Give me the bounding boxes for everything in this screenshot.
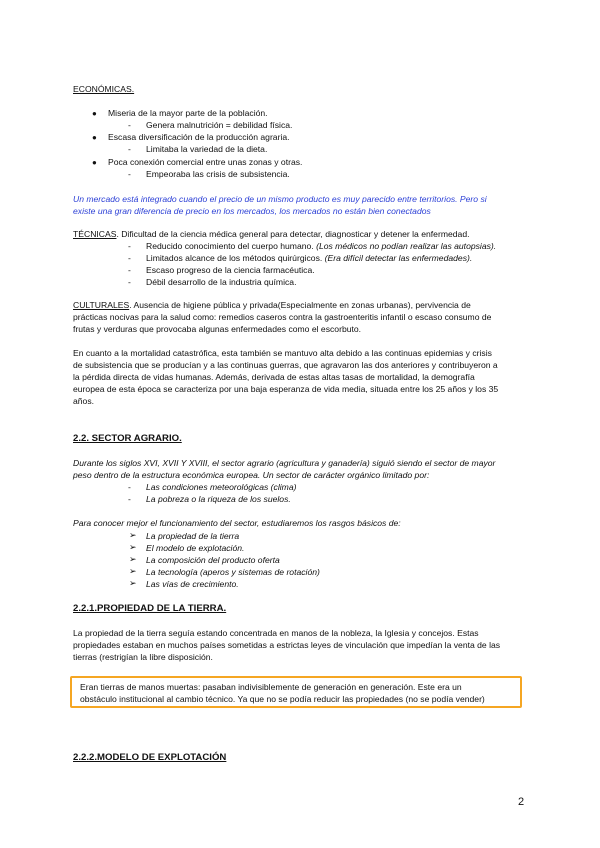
economicas-item-1: Miseria de la mayor parte de la población.	[108, 108, 268, 118]
sector-intro-1: Durante los siglos XVI, XVII Y XVIII, el sector agrario (agricultura y ganadería) siguió siendo el sector de mayor	[73, 458, 496, 468]
arrow-bullet-icon: ➢	[129, 542, 137, 552]
modelo-heading: 2.2.2.MODELO DE EXPLOTACIÓN	[73, 752, 227, 763]
economicas-item-2: Escasa diversificación de la producción agraria.	[108, 132, 290, 142]
propiedad-line-3: tierras (restrigían la libre disposición.	[73, 652, 213, 662]
mortalidad-line-4: europea de esta época se caracteriza por una baja esperanza de vida media, situada entre los 25 años y los 35	[73, 384, 499, 394]
bullet-icon: ●	[92, 109, 97, 118]
sector-para: Para conocer mejor el funcionamiento del sector, estudiaremos los rasgos básicos de:	[73, 518, 401, 528]
dash-icon: -	[128, 241, 131, 251]
arrow-bullet-icon: ➢	[129, 530, 137, 540]
sector-limit-2: La pobreza o la riqueza de los suelos.	[146, 494, 291, 504]
propiedad-line-1: La propiedad de la tierra seguía estando concentrada en manos de la nobleza, la Iglesia y concejos. Estas	[73, 628, 479, 638]
sector-limit-1: Las condiciones meteorológicas (clima)	[146, 482, 297, 492]
sector-heading: 2.2. SECTOR AGRARIO.	[73, 433, 182, 444]
bullet-icon: ●	[92, 158, 97, 167]
culturales-line-3: frutas y verduras que provocaba algunas enfermedades como el escorbuto.	[73, 324, 362, 334]
tecnicas-item-text: Reducido conocimiento del cuerpo humano.	[146, 241, 317, 251]
dash-icon: -	[128, 253, 131, 263]
mortalidad-line-2: de subsistencia que se producían y a las continuas guerras, que agravaron las dos anteriores y contribuyeron a	[73, 360, 498, 370]
rasgo-3: La composición del producto oferta	[146, 555, 280, 565]
culturales-line-2: prácticas nocivas para la salud como: remedios caseros contra la gastroenteritis infantil o escaso consumo de	[73, 312, 492, 322]
economicas-sub-2: Limitaba la variedad de la dieta.	[146, 144, 268, 154]
dash-icon: -	[128, 144, 131, 154]
arrow-bullet-icon: ➢	[129, 578, 137, 588]
tecnicas-paragraph	[73, 229, 469, 241]
callout-line-1: Eran tierras de manos muertas: pasaban indivisiblemente de generación en generación. Este era un	[80, 682, 462, 692]
tecnicas-item-4: Débil desarrollo de la industria química.	[146, 277, 297, 287]
mortalidad-line-5: años.	[73, 396, 95, 406]
market-note-line-2: existe una gran diferencia de precio en los mercados, los mercados no están bien conectados	[73, 206, 431, 216]
culturales-text: . Ausencia de higiene pública y privada(Especialmente en zonas urbanas), pervivencia de	[129, 300, 471, 310]
arrow-bullet-icon: ➢	[129, 566, 137, 576]
sector-intro-2: peso dentro de la estructura económica europea. Un sector de carácter orgánico limitado por:	[73, 470, 430, 480]
propiedad-heading: 2.2.1.PROPIEDAD DE LA TIERRA.	[73, 603, 227, 614]
rasgo-2: El modelo de explotación.	[146, 543, 245, 553]
propiedad-line-2: propiedades estaban en muchos países sometidas a estrictas leyes de vinculación que impedían la venta de las	[73, 640, 501, 650]
market-note-line-1: Un mercado está integrado cuando el precio de un mismo producto es muy parecido entre territorios. Pero si	[73, 194, 487, 204]
tecnicas-item-extra: (Era difícil detectar las enfermedades).	[324, 253, 473, 263]
economicas-sub-1: Genera malnutrición = debilidad física.	[146, 120, 293, 130]
dash-icon: -	[128, 277, 131, 287]
tecnicas-item-1	[146, 241, 496, 253]
dash-icon: -	[128, 265, 131, 275]
rasgo-5: Las vías de crecimiento.	[146, 579, 239, 589]
tecnicas-item-text: Limitados alcance de los métodos quirúrgicos.	[146, 253, 325, 263]
mortalidad-line-3: la pérdida directa de vidas humanas. Además, derivada de estas altas tasas de mortalidad, la demografía	[73, 372, 475, 382]
tecnicas-label: TÉCNICAS	[73, 229, 117, 239]
tecnicas-item-3: Escaso progreso de la ciencia farmacéutica.	[146, 265, 315, 275]
rasgo-1: La propiedad de la tierra	[146, 531, 240, 541]
page-number: 2	[518, 796, 525, 808]
economicas-sub-3: Empeoraba las crisis de subsistencia.	[146, 169, 290, 179]
dash-icon: -	[128, 169, 131, 179]
manos-muertas-callout	[70, 676, 522, 708]
arrow-bullet-icon: ➢	[129, 554, 137, 564]
tecnicas-intro: . Dificultad de la ciencia médica general para detectar, diagnosticar y detener la enfermedad.	[116, 229, 470, 239]
dash-icon: -	[128, 494, 131, 504]
mortalidad-line-1: En cuanto a la mortalidad catastrófica, esta también se mantuvo alta debido a las continuas epidemias y crisis	[73, 348, 492, 358]
bullet-icon: ●	[92, 133, 97, 142]
dash-icon: -	[128, 120, 131, 130]
tecnicas-item-2	[146, 253, 472, 265]
rasgo-4: La tecnología (aperos y sistemas de rotación)	[146, 567, 320, 577]
callout-line-2: obstáculo institucional al cambio técnico. Ya que no se podía reducir las propiedades (no se podía vender)	[80, 693, 485, 704]
culturales-line-1	[73, 300, 471, 312]
dash-icon: -	[128, 482, 131, 492]
economicas-heading: ECONÓMICAS.	[73, 84, 135, 94]
tecnicas-item-extra: (Los médicos no podían realizar las autopsias).	[316, 241, 497, 251]
economicas-item-3: Poca conexión comercial entre unas zonas y otras.	[108, 157, 303, 167]
culturales-label: CULTURALES	[73, 300, 130, 310]
